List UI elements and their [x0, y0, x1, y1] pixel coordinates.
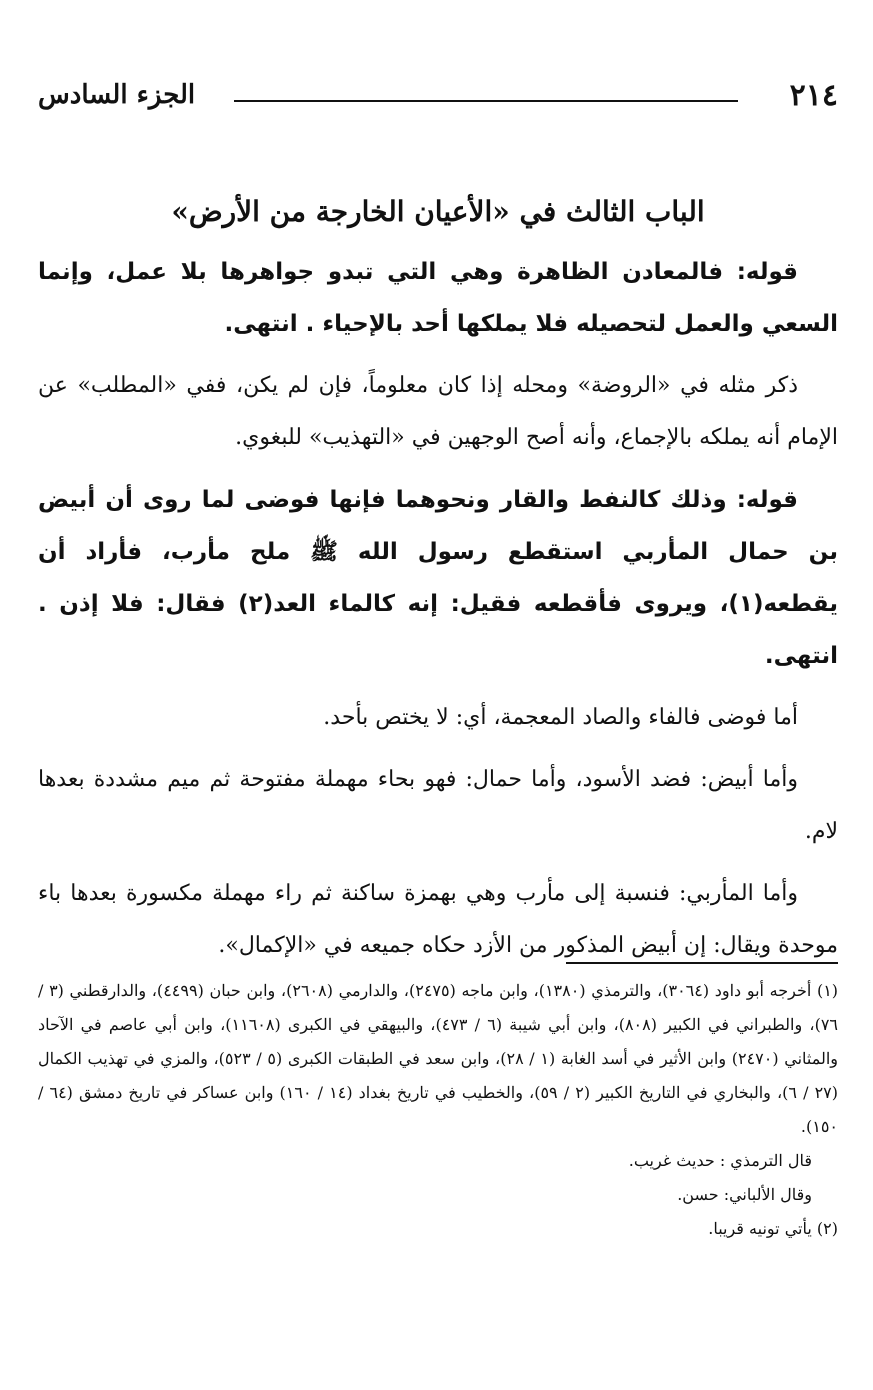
commentary-paragraph: وأما أبيض: فضد الأسود، وأما حمال: فهو بحاء مهملة مفتوحة ثم ميم مشددة بعدها لام.	[38, 767, 838, 844]
footnote-1-grading-albani: وقال الألباني: حسن.	[677, 1185, 812, 1204]
commentary-paragraph: أما فوضى فالفاء والصاد المعجمة، أي: لا يختص بأحد.	[323, 705, 798, 730]
running-title: الجزء السادس	[38, 80, 196, 110]
footnote-2: (٢) يأتي تونيه قريبا.	[708, 1219, 838, 1238]
page-header	[38, 78, 838, 122]
footnote-1-grading-tirmidhi: قال الترمذي : حديث غريب.	[628, 1151, 812, 1170]
commentary-paragraph: ذكر مثله في «الروضة» ومحله إذا كان معلوماً، فإن لم يكن، ففي «المطلب» عن الإمام أنه يملكه بالإجماع، وأنه أصح الوجهين في «التهذيب» للبغوي.	[38, 373, 838, 450]
commentary-paragraph: وأما المأربي: فنسبة إلى مأرب وهي بهمزة ساكنة ثم راء مهملة مكسورة بعدها باء موحدة ويقال: إن أبيض المذكور من الأزد حكاه جميعه في «الإكمال».	[38, 881, 838, 958]
footnotes	[38, 974, 838, 1246]
footnote-1: (١) أخرجه أبو داود (٣٠٦٤)، والترمذي (١٣٨٠)، وابن ماجه (٢٤٧٥)، والدارمي (٢٦٠٨)، وابن حبان (٤٤٩٩)، والدارقطني (٣ / ٧٦)، والطبراني في الكبير (٨٠٨)، وابن أبي شيبة (٦ / ٤٧٣)، والبيهقي في الكبرى (١١٦٠٨)، وابن أبي عاصم في الآحاد والمثاني (٢٤٧٠) وابن الأثير في أسد الغابة (١ / ٢٨)، وابن سعد في الطبقات الكبرى (٥ / ٥٢٣)، والمزي في تهذيب الكمال (٢٧ / ٦)، والبخاري في التاريخ الكبير (٢ / ٥٩)، والخطيب في تاريخ بغداد (١٤ / ١٦٠) وابن عساكر في تاريخ دمشق (٦٤ / ١٥٠).	[38, 981, 839, 1136]
main-text	[38, 190, 838, 982]
header-rule	[234, 100, 738, 102]
quoted-paragraph: قوله: وذلك كالنفط والقار ونحوهما فإنها فوضى لما روى أن أبيض بن حمال المأربي استقطع رسول الله ﷺ ملح مأرب، فأراد أن يقطعه(١)، ويروى فأقطعه فقيل: إنه كالماء العد(٢) فقال: فلا إذن . انتهى.	[38, 487, 838, 669]
chapter-title: الباب الثالث في «الأعيان الخارجة من الأرض»	[171, 195, 705, 228]
page-number: ٢١٤	[789, 78, 838, 113]
quoted-paragraph: قوله: فالمعادن الظاهرة وهي التي تبدو جواهرها بلا عمل، وإنما السعي والعمل لتحصيله فلا يملكها أحد بالإحياء . انتهى.	[38, 259, 838, 337]
footnote-separator	[566, 962, 838, 964]
